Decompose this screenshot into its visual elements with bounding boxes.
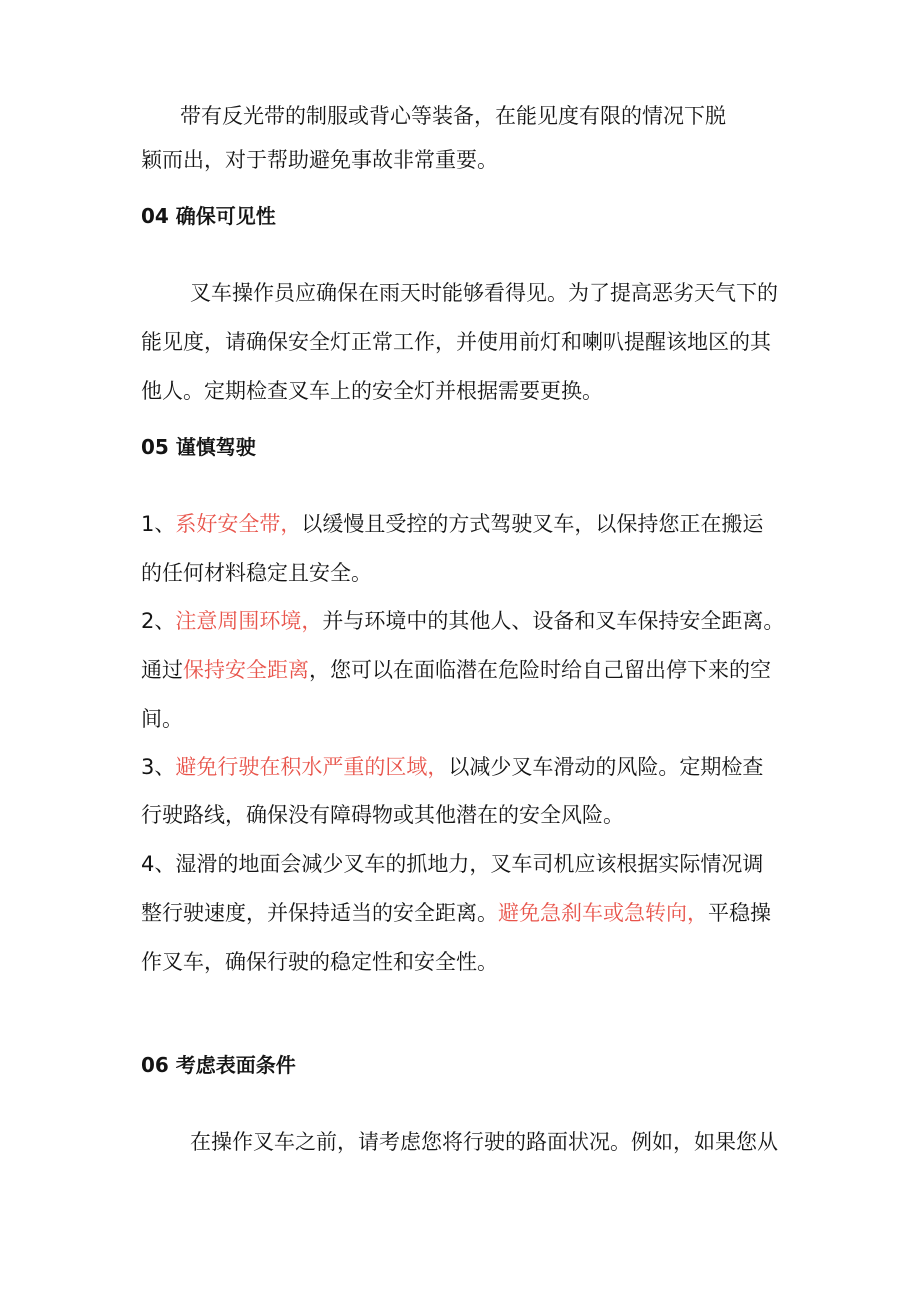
section-04-heading: 04 确保可见性 xyxy=(141,204,276,228)
section-04-line-1: 叉车操作员应确保在雨天时能够看得见。为了提高恶劣天气下的 xyxy=(190,281,778,305)
section-06-line-1: 在操作叉车之前，请考虑您将行驶的路面状况。例如，如果您从 xyxy=(190,1130,778,1154)
item-2-text: 并与环境中的其他人、设备和叉车保持安全距离。 xyxy=(322,609,785,633)
item-2-line-2-highlight: 保持安全距离 xyxy=(183,658,309,682)
section-04-line-3: 他人。定期检查叉车上的安全灯并根据需要更换。 xyxy=(141,379,603,403)
item-4-line-2-highlight: 避免急刹车或急转向， xyxy=(498,901,708,925)
item-4-line-2-post: 平稳操 xyxy=(708,901,771,925)
item-2-line-2-post: ，您可以在面临潜在危险时给自己留出停下来的空 xyxy=(309,658,771,682)
item-4-line-2 xyxy=(141,899,771,927)
item-3-line-1 xyxy=(141,753,763,781)
section-05-heading: 05 谨慎驾驶 xyxy=(141,435,256,459)
intro-line-2: 颖而出，对于帮助避免事故非常重要。 xyxy=(141,148,498,172)
section-06-heading: 06 考虑表面条件 xyxy=(141,1053,296,1077)
item-4-line-1: 4、湿滑的地面会减少叉车的抓地力，叉车司机应该根据实际情况调 xyxy=(141,852,764,876)
item-1-number: 1、 xyxy=(141,512,176,536)
item-1-line-2: 的任何材料稳定且安全。 xyxy=(141,561,372,585)
item-3-text: 以减少叉车滑动的风险。定期检查 xyxy=(448,755,764,779)
item-2-line-1 xyxy=(141,607,784,635)
item-2-line-3: 间。 xyxy=(141,707,183,731)
item-1-text: 以缓慢且受控的方式驾驶叉车，以保持您正在搬运 xyxy=(301,512,764,536)
item-1-line-1 xyxy=(141,510,763,538)
section-04-line-2: 能见度，请确保安全灯正常工作，并使用前灯和喇叭提醒该地区的其 xyxy=(141,330,771,354)
item-2-highlight: 注意周围环境， xyxy=(175,609,323,633)
item-4-line-3: 作叉车，确保行驶的稳定性和安全性。 xyxy=(141,950,498,974)
item-3-line-2: 行驶路线，确保没有障碍物或其他潜在的安全风险。 xyxy=(141,803,624,827)
item-3-highlight: 避免行驶在积水严重的区域， xyxy=(175,755,449,779)
item-3-number: 3、 xyxy=(141,755,176,779)
item-2-line-2 xyxy=(141,656,771,684)
intro-line-1: 带有反光带的制服或背心等装备，在能见度有限的情况下脱 xyxy=(180,104,726,128)
item-4-line-2-pre: 整行驶速度，并保持适当的安全距离。 xyxy=(141,901,498,925)
item-2-line-2-pre: 通过 xyxy=(141,658,183,682)
item-2-number: 2、 xyxy=(141,609,176,633)
item-1-highlight: 系好安全带， xyxy=(175,512,302,536)
